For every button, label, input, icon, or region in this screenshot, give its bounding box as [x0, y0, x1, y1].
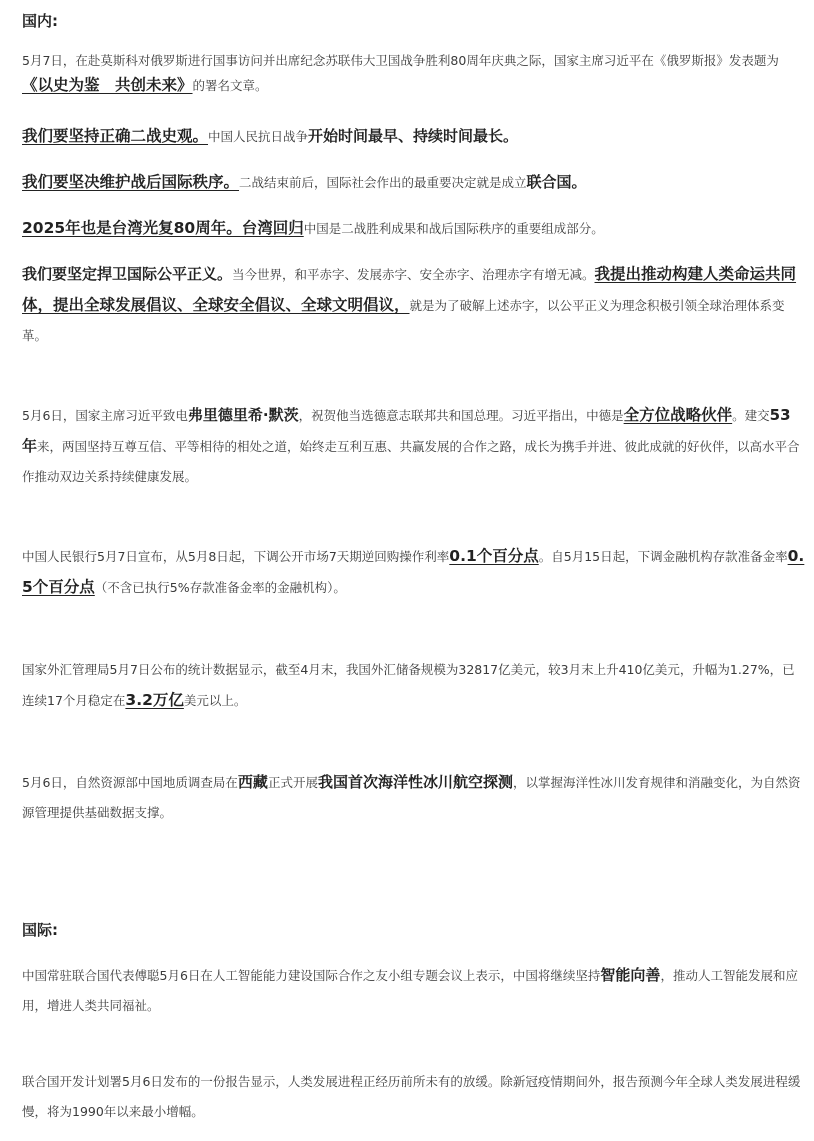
paragraph-justice: [22, 259, 805, 351]
paragraph-xi-article: [22, 48, 805, 98]
paragraph-forex: [22, 655, 805, 716]
text: 正式开展: [267, 775, 318, 790]
text: ，祝贺他当选德意志联邦共和国总理。习近平指出，中德是: [298, 408, 624, 423]
paragraph-pboc: [22, 541, 805, 603]
text: 的署名文章。: [192, 78, 268, 93]
text: 二战结束前后，国际社会作出的最重要决定就是成立: [239, 175, 527, 190]
bold-text: 弗里德里希·默茨: [187, 406, 299, 424]
bold-text: 我国首次海洋性冰川航空探测: [317, 773, 513, 791]
text: 5月6日，自然资源部中国地质调查局在: [22, 775, 238, 790]
text: 5月7日，在赴莫斯科对俄罗斯进行国事访问并出席纪念苏联伟大卫国战争胜利80周年庆典之际，国家主席习近平在《俄罗斯报》发表题为: [22, 53, 779, 68]
text: 。建交: [732, 408, 770, 423]
text: 联合国开发计划署5月6日发布的一份报告显示，人类发展进程正经历前所未有的放缓。除新冠疫情期间外，报告预测今年全球人类发展进程缓慢，将为1990年以来最小增幅。: [22, 1074, 801, 1119]
bold-underlined-text: 我们要坚决维护战后国际秩序。: [22, 173, 240, 191]
text: 中国常驻联合国代表傅聪5月6日在人工智能能力建设国际合作之友小组专题会议上表示，中国将继续坚持: [22, 968, 601, 983]
bold-underlined-text: 3.2万亿: [125, 691, 184, 709]
text: （不含已执行5%存款准备金率的金融机构）。: [94, 580, 346, 595]
paragraph-undp: [22, 1067, 805, 1127]
text: 。自5月15日起，下调金融机构存款准备金率: [538, 549, 788, 564]
bold-text: 53年: [22, 406, 791, 455]
paragraph-glacier: [22, 767, 805, 828]
text: 中国人民抗日战争: [208, 129, 309, 144]
international-heading: 国际:: [22, 921, 58, 939]
text: ，推动人工智能发展和应用，增进人类共同福祉。: [22, 968, 798, 1013]
bold-text: 西藏: [237, 773, 268, 791]
bold-underlined-text: 我们要坚持正确二战史观。: [22, 127, 209, 145]
bold-text: 开始时间最早、持续时间最长。: [308, 127, 519, 145]
bold-text: 智能向善: [600, 966, 661, 984]
domestic-heading: 国内:: [22, 12, 58, 30]
text: 就是为了破解上述赤字，以公平正义为理念积极引领全球治理体系变革。: [22, 298, 785, 343]
bold-underlined-text: 我提出推动构建人类命运共同体，提出全球发展倡议、全球安全倡议、全球文明倡议，: [22, 265, 797, 314]
bold-underlined-text: 0.1个百分点: [449, 547, 539, 565]
article-title-link[interactable]: 《以史为鉴 共创未来》: [22, 76, 193, 94]
bold-underlined-text: 0.5个百分点: [22, 547, 805, 596]
text: 中国是二战胜利成果和战后国际秩序的重要组成部分。: [303, 221, 604, 236]
text: ，以掌握海洋性冰川发育规律和消融变化，为自然资源管理提供基础数据支撑。: [22, 775, 801, 820]
text: 美元以上。: [183, 693, 247, 708]
text: 中国人民银行5月7日宣布，从5月8日起，下调公开市场7天期逆回购操作利率: [22, 549, 450, 564]
bold-text: 我们要坚定捍卫国际公平正义。: [22, 265, 233, 283]
paragraph-ww2-view: [22, 121, 805, 152]
paragraph-germany: [22, 400, 805, 492]
bold-underlined-text: 全方位战略伙伴: [623, 406, 733, 424]
text: 来，两国坚持互尊互信、平等相待的相处之道，始终走互利互惠、共赢发展的合作之路，成长为携手并进、彼此成就的好伙伴，以高水平合作推动双边关系持续健康发展。: [22, 439, 800, 484]
bold-underlined-text: 2025年也是台湾光复80周年。台湾回归: [22, 219, 304, 237]
text: 5月6日，国家主席习近平致电: [22, 408, 188, 423]
text: 当今世界，和平赤字、发展赤字、安全赤字、治理赤字有增无减。: [232, 267, 595, 282]
bold-text: 联合国。: [526, 173, 587, 191]
paragraph-taiwan: [22, 213, 805, 244]
paragraph-ai: [22, 960, 805, 1021]
text: 国家外汇管理局5月7日公布的统计数据显示，截至4月末，我国外汇储备规模为32817亿美元，较3月末上升410亿美元，升幅为1.27%，已连续17个月稳定在: [22, 662, 795, 708]
paragraph-postwar-order: [22, 167, 805, 198]
